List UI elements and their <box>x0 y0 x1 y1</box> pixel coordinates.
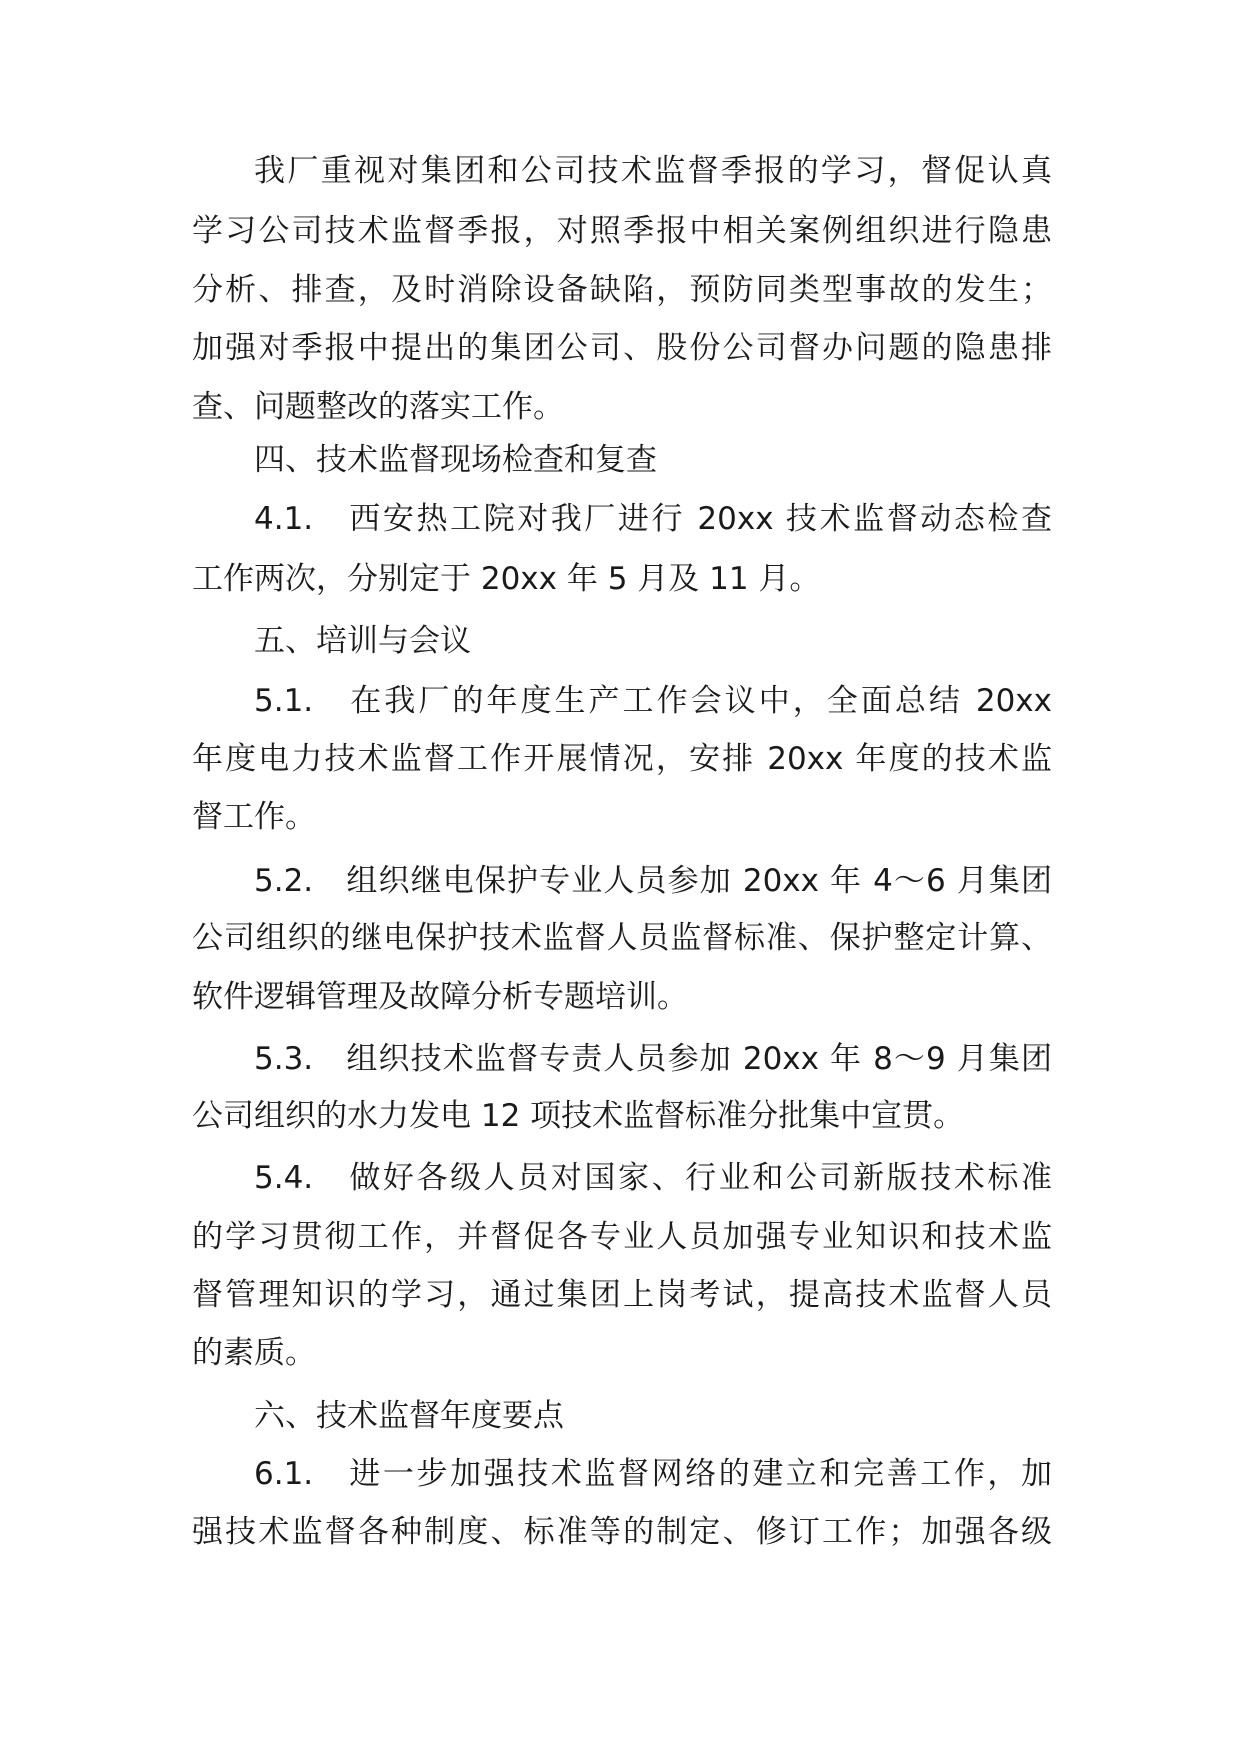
text-line: 督管理知识的学习，通过集团上岗考试，提高技术监督人员 <box>192 1277 1052 1313</box>
text-line: 学习公司技术监督季报，对照季报中相关案例组织进行隐患 <box>192 213 1052 249</box>
text-line: 加强对季报中提出的集团公司、股份公司督办问题的隐患排 <box>192 330 1052 366</box>
text-line: 强技术监督各种制度、标准等的制定、修订工作；加强各级 <box>192 1514 1052 1550</box>
text-line: 五、培训与会议 <box>254 623 471 659</box>
text-line: 公司组织的继电保护技术监督人员监督标准、保护整定计算、 <box>192 920 1052 956</box>
text-line: 六、技术监督年度要点 <box>254 1398 564 1434</box>
text-line: 分析、排查，及时消除设备缺陷，预防同类型事故的发生； <box>192 272 1052 308</box>
text-line: 年度电力技术监督工作开展情况，安排 20xx 年度的技术监 <box>192 741 1052 777</box>
text-line: 工作两次，分别定于 20xx 年 5 月及 11 月。 <box>192 561 821 597</box>
text-line: 我厂重视对集团和公司技术监督季报的学习，督促认真 <box>254 153 1052 189</box>
text-line: 5.1. 在我厂的年度生产工作会议中，全面总结 20xx <box>254 683 1052 719</box>
text-line: 四、技术监督现场检查和复查 <box>254 442 657 478</box>
text-line: 软件逻辑管理及故障分析专题培训。 <box>192 979 688 1015</box>
text-line: 5.2. 组织继电保护专业人员参加 20xx 年 4～6 月集团 <box>254 863 1052 899</box>
text-line: 4.1. 西安热工院对我厂进行 20xx 技术监督动态检查 <box>254 501 1052 537</box>
text-line: 5.4. 做好各级人员对国家、行业和公司新版技术标准 <box>254 1160 1052 1196</box>
text-line: 公司组织的水力发电 12 项技术监督标准分批集中宣贯。 <box>192 1098 965 1134</box>
text-line: 5.3. 组织技术监督专责人员参加 20xx 年 8～9 月集团 <box>254 1041 1052 1077</box>
text-line: 的学习贯彻工作，并督促各专业人员加强专业知识和技术监 <box>192 1219 1052 1255</box>
text-line: 的素质。 <box>192 1335 316 1371</box>
text-line: 6.1. 进一步加强技术监督网络的建立和完善工作，加 <box>254 1456 1052 1492</box>
text-line: 督工作。 <box>192 799 316 835</box>
text-line: 查、问题整改的落实工作。 <box>192 389 564 425</box>
